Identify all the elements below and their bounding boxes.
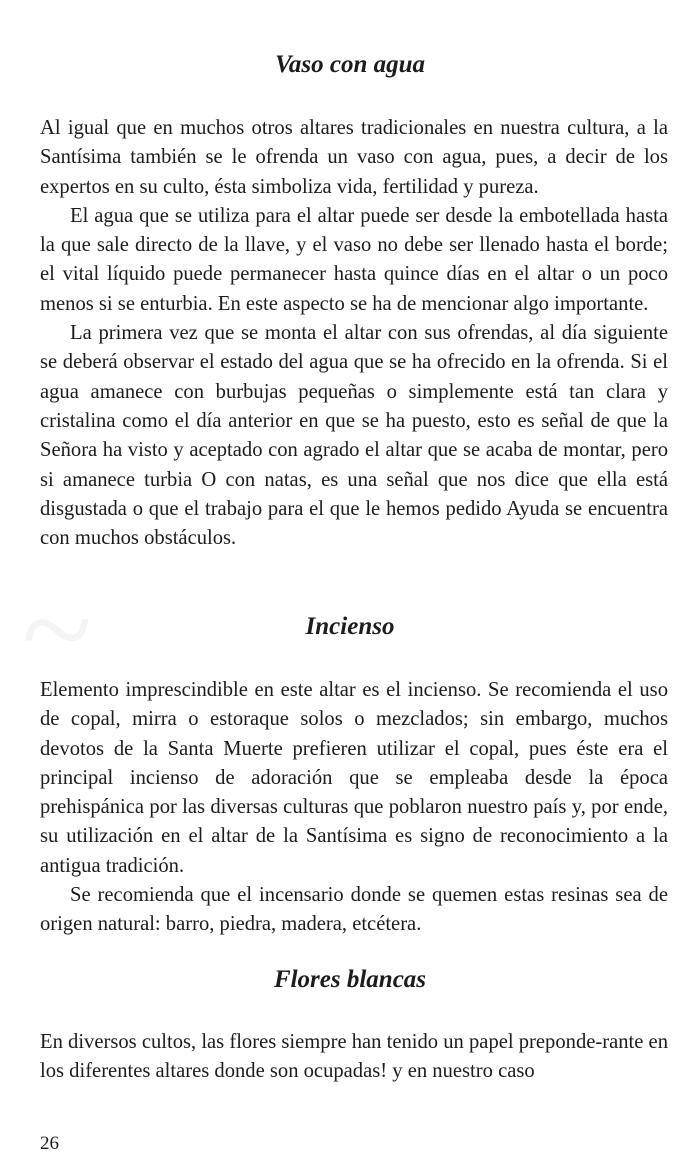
section-heading-incienso: Incienso: [305, 613, 395, 640]
paragraph: Se recomienda que el incensario donde se quemen estas resinas sea de origen natural: barro, piedra, madera, etcétera.: [40, 884, 668, 936]
page-number: 26: [40, 1133, 59, 1154]
paragraph: El agua que se utiliza para el altar puede ser desde la embotellada hasta la que sale directo de la llave, y el vaso no debe ser llenado hasta el borde; el vital líquido puede permanecer hasta quince días en el altar o un poco menos si se enturbia. En este aspecto se ha de mencionar algo importante.: [40, 204, 668, 315]
paragraph: Elemento imprescindible en este altar es el incienso. Se recomienda el uso de copal, mirra o estoraque solos o mezclados; sin embargo, muchos devotos de la Santa Muerte prefieren utilizar el copal, pues éste era el principal incienso de adoración que se empleaba desde la época prehispánica por las diversas culturas que poblaron nuestro país y, por ende, su utilización en el altar de la Santísima es signo de reconocimiento a la antigua tradición.: [40, 679, 668, 877]
paragraph: La primera vez que se monta el altar con sus ofrendas, al día siguiente se deberá observar el estado del agua que se ha ofrecido en la ofrenda. Si el agua amanece con burbujas pequeñas o simplemente está tan clara y cristalina como el día anterior en que se ha puesto, esto es señal de que la Señora ha visto y aceptado con agrado el altar que se acaba de montar, pero si amanece turbia O con natas, es una señal que nos dice que ella está disgustada o que el trabajo para el que le hemos pedido Ayuda se encuentra con muchos obstáculos.: [40, 322, 668, 550]
paragraph: Al igual que en muchos otros altares tradicionales en nuestra cultura, a la Santísima también se le ofrenda un vaso con agua, pues, a decir de los expertos en su culto, ésta simboliza vida, fertilidad y pureza.: [40, 117, 668, 198]
section-body-incienso: [40, 676, 668, 940]
section-heading-flores-blancas: Flores blancas: [273, 966, 427, 993]
section-body-vaso-con-agua: [40, 114, 668, 553]
paragraph: En diversos cultos, las flores siempre han tenido un papel preponde-rante en los diferentes altares donde son ocupadas! y en nuestro caso: [40, 1031, 668, 1083]
section-body-flores-blancas: [40, 1028, 668, 1087]
watermark-shape: ~: [20, 558, 91, 702]
section-heading-vaso-con-agua: Vaso con agua: [274, 51, 426, 78]
